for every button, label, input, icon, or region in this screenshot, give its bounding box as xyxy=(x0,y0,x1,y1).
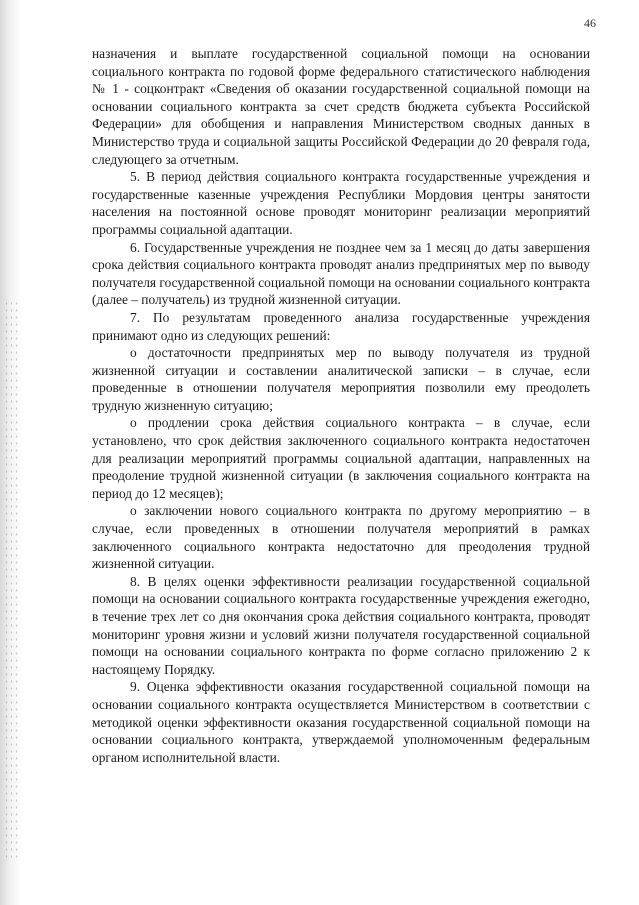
paragraph-7: 7. По результатам проведенного анализа государственные учреждения принимают одно из следующих решений: xyxy=(92,309,590,343)
decision-option-new-contract: о заключении нового социального контракта по другому мероприятию – в случае, если проведенных в отношении получателя мероприятий в рамках заключенного социального контракта недостаточно для преодоления трудной жизненной ситуации. xyxy=(92,503,590,572)
paragraph-6: 6. Государственные учреждения не позднее чем за 1 месяц до даты завершения срока действия социального контракта проводят анализ предпринятых мер по выводу получателя государственной социальной помощи на основании социального контракта (далее – получатель) из трудной жизненной ситуации. xyxy=(92,239,590,308)
decision-option-extension: о продлении срока действия социального контракта – в случае, если установлено, что срок действия заключенного социального контракта недостаточен для реализации мероприятий программы социальной адаптации, направленных на преодоление трудной жизненной ситуации (в заключения социального контракта на период до 12 месяцев); xyxy=(92,415,590,501)
paragraph-continuation: назначения и выплате государственной социальной помощи на основании социального контракта по годовой форме федерального статистического наблюдения № 1 - соцконтракт «Сведения об оказании государственной социальной помощи на основании социального контракта за счет средств бюджета субъекта Российской Федерации» для обобщения и направления Министерством сводных данных в Министерство труда и социальной защиты Российской Федерации до 20 февраля года, следующего за отчетным. xyxy=(92,46,590,167)
page-number: 46 xyxy=(584,16,596,30)
paragraph-9: 9. Оценка эффективности оказания государственной социальной помощи на основании социального контракта осуществляется Министерством в соответствии с методикой оценки эффективности оказания государственной социальной помощи на основании социального контракта, утверждаемой уполномоченным федеральным органом исполнительной власти. xyxy=(92,679,590,765)
paragraph-8: 8. В целях оценки эффективности реализации государственной социальной помощи на основании социального контракта государственные учреждения ежегодно, в течение трех лет со дня окончания срока действия социального контракта, проводят мониторинг уровня жизни и условий жизни получателя государственной социальной помощи на основании социального контракта по форме согласно приложению 2 к настоящему Порядку. xyxy=(92,573,590,677)
decision-option-sufficiency: о достаточности предпринятых мер по выводу получателя из трудной жизненной ситуации и составлении аналитической записки – в случае, если проведенные в отношении получателя мероприятия позволили ему преодолеть трудную жизненную ситуацию; xyxy=(92,345,590,413)
paragraph-5: 5. В период действия социального контракта государственные учреждения и государственные казенные учреждения Республики Мордовия центры занятости населения на постоянной основе проводят мониторинг реализации мероприятий программы социальной адаптации. xyxy=(92,169,590,237)
scan-noise xyxy=(4,300,18,860)
document-body xyxy=(92,45,590,766)
